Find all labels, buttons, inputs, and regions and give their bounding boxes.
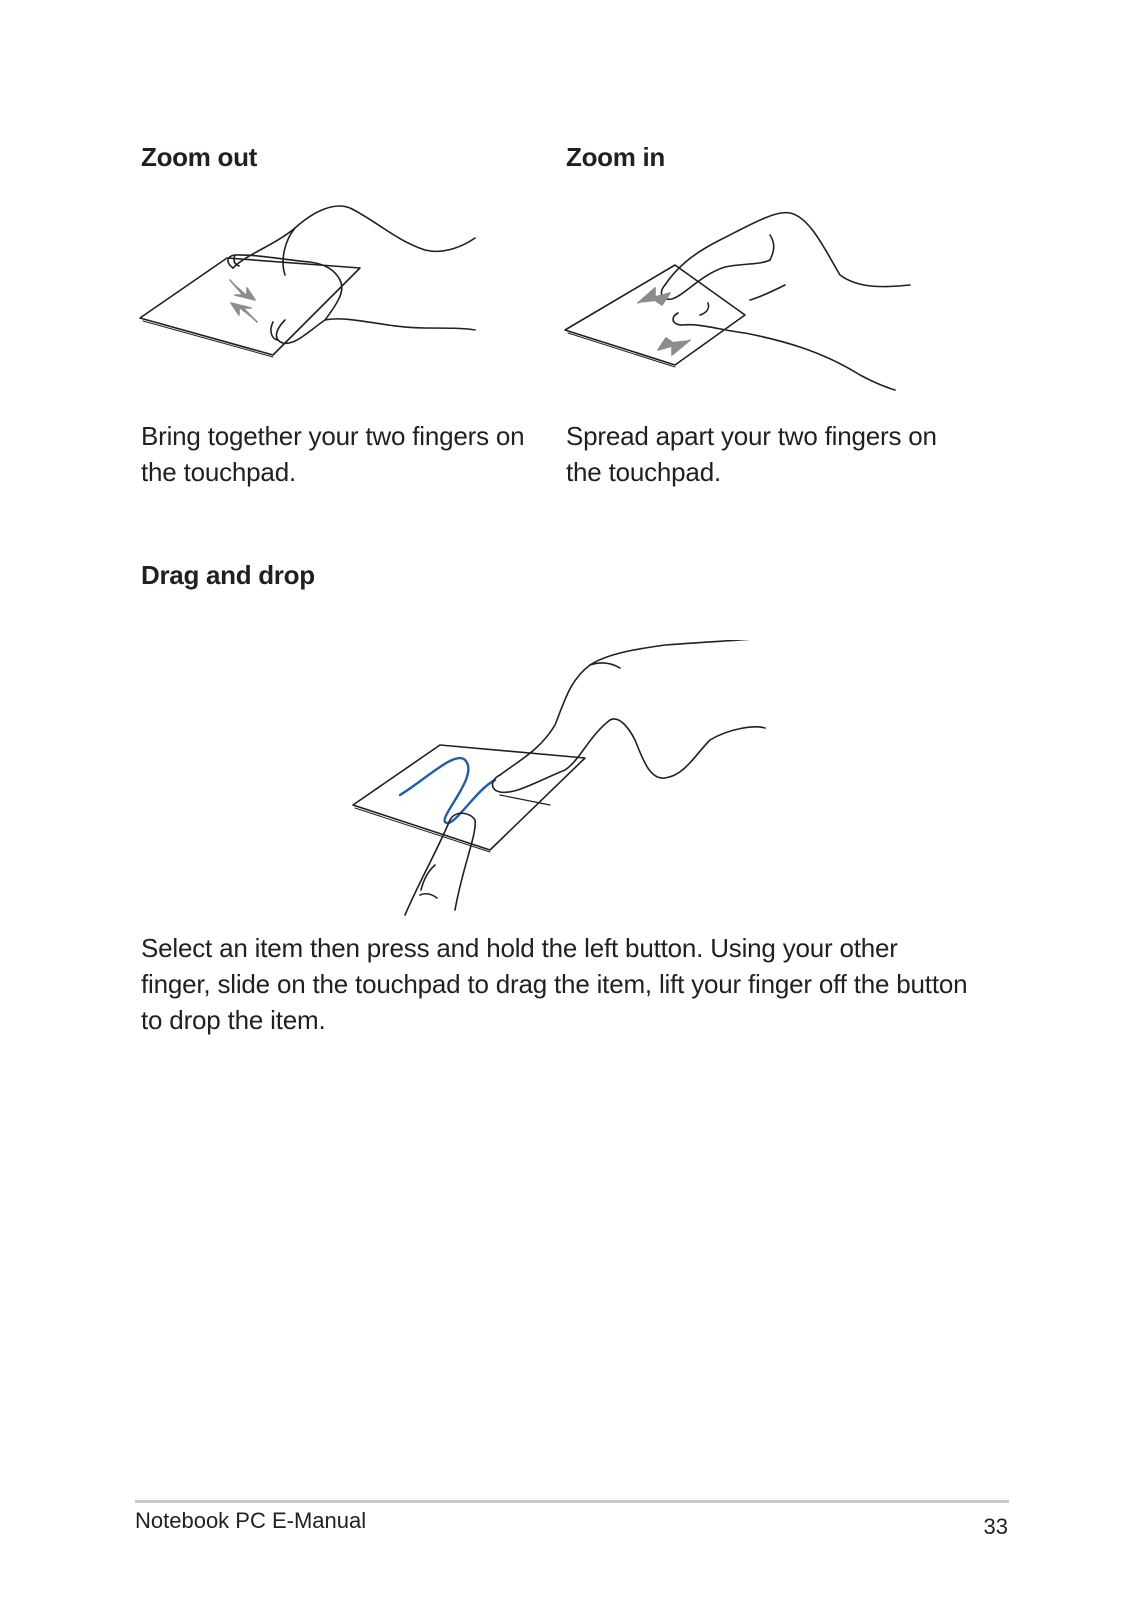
zoom-in-illustration <box>560 205 930 395</box>
zoom-out-description: Bring together your two fingers on the touchpad. <box>141 421 525 487</box>
zoom-out-heading: Zoom out <box>141 142 258 172</box>
drag-drop-heading: Drag and drop <box>141 560 315 590</box>
footer-title: Notebook PC E-Manual <box>135 1508 367 1533</box>
page-number: 33 <box>983 1514 1008 1539</box>
zoom-in-description: Spread apart your two fingers on the touchpad. <box>566 421 937 487</box>
drag-drop-description: Select an item then press and hold the left button. Using your other finger, slide on the touchpad to drag the item, lift your finger off the button to drop the item. <box>141 933 968 1035</box>
zoom-in-heading: Zoom in <box>566 142 665 172</box>
zoom-out-illustration <box>135 200 495 375</box>
drag-drop-illustration <box>345 640 795 930</box>
footer-divider <box>135 1500 1009 1503</box>
